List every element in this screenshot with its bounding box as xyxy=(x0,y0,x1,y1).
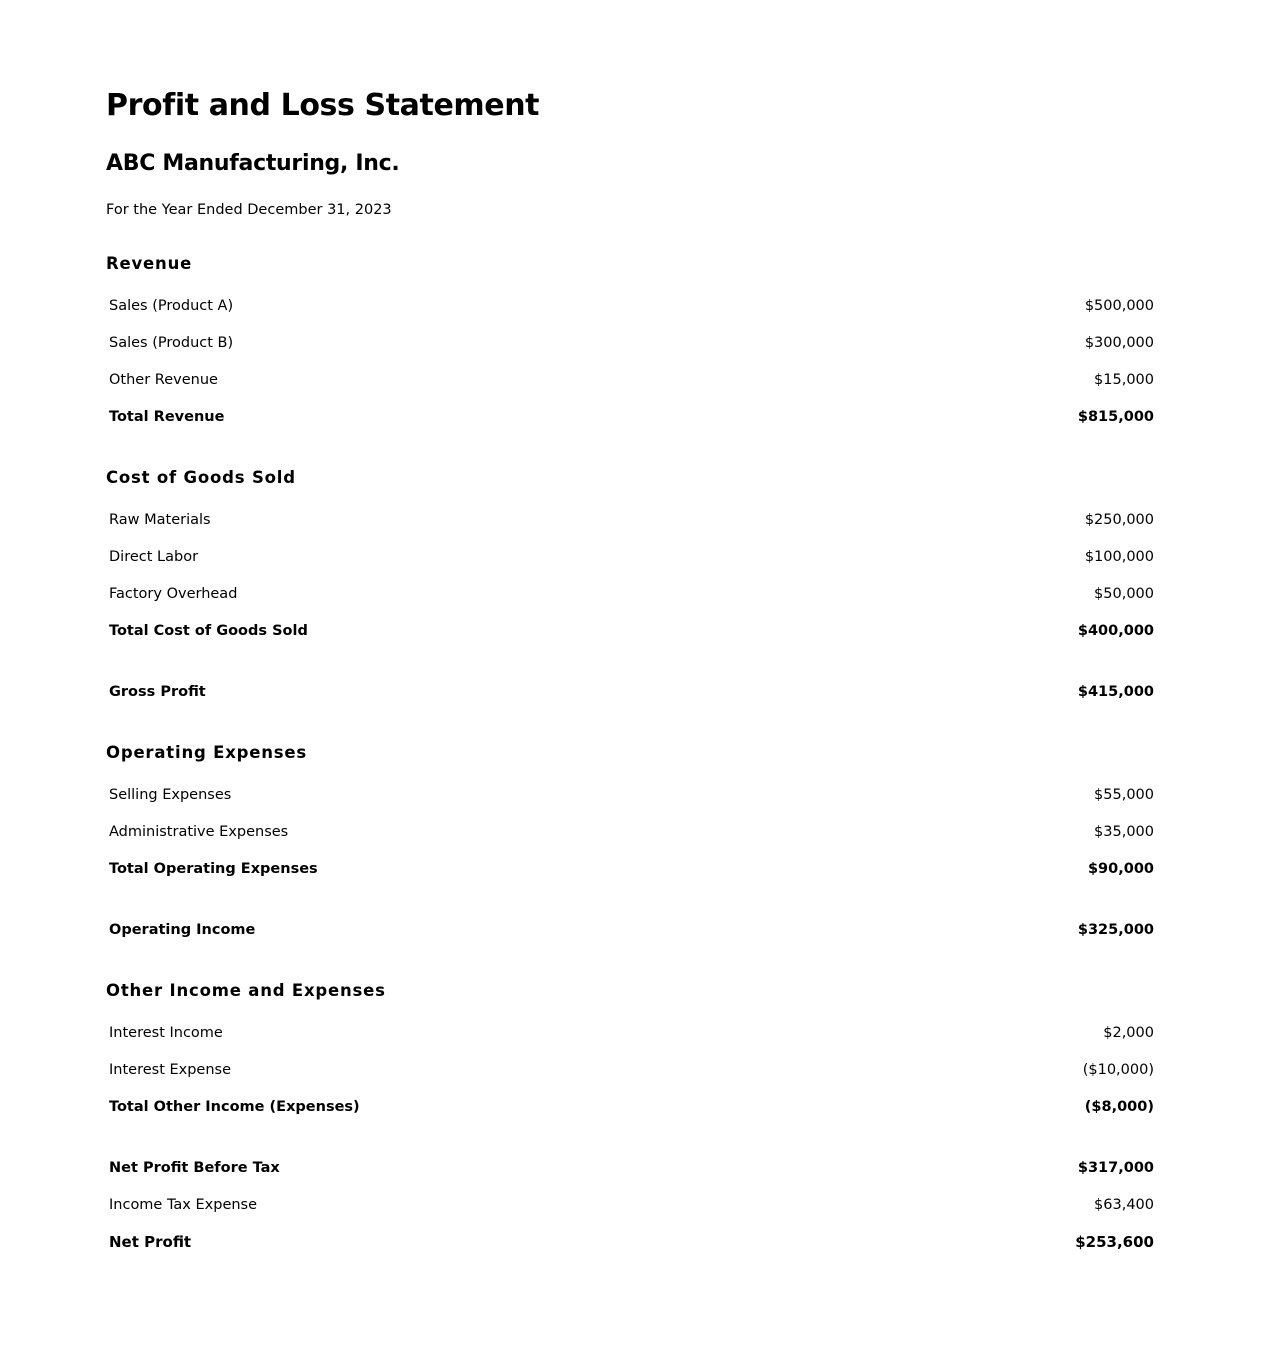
operating-income-row xyxy=(109,920,1154,940)
total-cogs-row xyxy=(109,621,1154,641)
section-header-revenue: Revenue xyxy=(106,254,193,273)
line-item-label: Administrative Expenses xyxy=(109,824,289,840)
line-item-label: Selling Expenses xyxy=(109,787,232,803)
income-tax-label: Income Tax Expense xyxy=(109,1197,258,1213)
total-label: Total Other Income (Expenses) xyxy=(109,1099,360,1115)
net-profit-before-tax-label: Net Profit Before Tax xyxy=(109,1160,280,1176)
income-tax-amount: $63,400 xyxy=(1094,1197,1154,1213)
line-item xyxy=(109,584,1154,604)
gross-profit-row xyxy=(109,682,1154,702)
gross-profit-label: Gross Profit xyxy=(109,684,206,700)
line-item xyxy=(109,510,1154,530)
total-revenue-row xyxy=(109,407,1154,427)
total-label: Total Cost of Goods Sold xyxy=(109,623,308,639)
line-item-amount: $15,000 xyxy=(1094,372,1154,388)
line-item-amount: $50,000 xyxy=(1094,586,1154,602)
line-item-label: Interest Income xyxy=(109,1025,223,1041)
section-header-other-income-expenses: Other Income and Expenses xyxy=(106,981,386,1000)
net-profit-before-tax-row xyxy=(109,1158,1154,1178)
line-item xyxy=(109,822,1154,842)
company-name: ABC Manufacturing, Inc. xyxy=(106,151,400,176)
line-item xyxy=(109,785,1154,805)
net-profit-amount: $253,600 xyxy=(1075,1233,1154,1251)
line-item-label: Raw Materials xyxy=(109,512,211,528)
operating-income-label: Operating Income xyxy=(109,922,256,938)
line-item-amount: $55,000 xyxy=(1094,787,1154,803)
section-header-operating-expenses: Operating Expenses xyxy=(106,743,308,762)
gross-profit-amount: $415,000 xyxy=(1077,684,1154,700)
line-item xyxy=(109,547,1154,567)
line-item-label: Interest Expense xyxy=(109,1062,232,1078)
line-item-amount: $500,000 xyxy=(1084,298,1154,314)
line-item xyxy=(109,333,1154,353)
income-tax-row xyxy=(109,1195,1154,1215)
net-profit-row xyxy=(109,1232,1154,1252)
line-item-label: Sales (Product B) xyxy=(109,335,234,351)
line-item-label: Factory Overhead xyxy=(109,586,238,602)
line-item xyxy=(109,296,1154,316)
total-amount: $400,000 xyxy=(1077,623,1154,639)
total-amount: ($8,000) xyxy=(1084,1099,1154,1115)
line-item xyxy=(109,1060,1154,1080)
line-item-amount: ($10,000) xyxy=(1082,1062,1154,1078)
page-title: Profit and Loss Statement xyxy=(106,88,540,123)
total-label: Total Revenue xyxy=(109,409,225,425)
line-item-amount: $250,000 xyxy=(1084,512,1154,528)
line-item-amount: $2,000 xyxy=(1103,1025,1154,1041)
total-label: Total Operating Expenses xyxy=(109,861,318,877)
line-item xyxy=(109,370,1154,390)
line-item-amount: $300,000 xyxy=(1084,335,1154,351)
total-amount: $90,000 xyxy=(1087,861,1154,877)
reporting-period: For the Year Ended December 31, 2023 xyxy=(106,202,392,218)
section-header-cogs: Cost of Goods Sold xyxy=(106,468,296,487)
net-profit-label: Net Profit xyxy=(109,1233,192,1251)
line-item xyxy=(109,1023,1154,1043)
operating-income-amount: $325,000 xyxy=(1077,922,1154,938)
line-item-label: Other Revenue xyxy=(109,372,218,388)
line-item-amount: $35,000 xyxy=(1094,824,1154,840)
total-operating-expenses-row xyxy=(109,859,1154,879)
line-item-label: Direct Labor xyxy=(109,549,199,565)
total-amount: $815,000 xyxy=(1077,409,1154,425)
line-item-label: Sales (Product A) xyxy=(109,298,234,314)
total-other-row xyxy=(109,1097,1154,1117)
line-item-amount: $100,000 xyxy=(1084,549,1154,565)
net-profit-before-tax-amount: $317,000 xyxy=(1077,1160,1154,1176)
